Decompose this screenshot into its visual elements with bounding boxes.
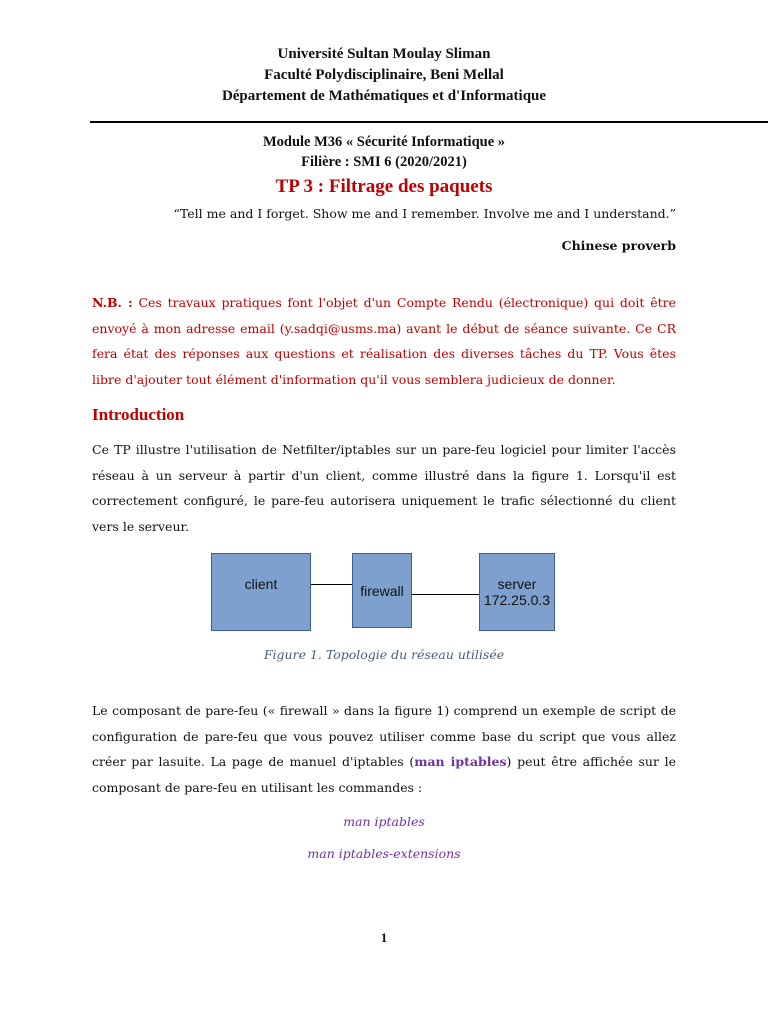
page-number: 1 <box>380 930 388 945</box>
client-label: client <box>244 576 278 592</box>
server-label: server <box>497 576 537 592</box>
university-name: Université Sultan Moulay Sliman <box>277 46 491 62</box>
note-paragraph <box>92 290 676 392</box>
introduction-heading: Introduction <box>92 405 185 424</box>
faculty-name: Faculté Polydisciplinaire, Beni Mellal <box>264 67 504 83</box>
figure-caption: Figure 1. Topologie du réseau utilisée <box>263 647 505 662</box>
network-topology-diagram <box>211 553 555 631</box>
epigraph-quote: “Tell me and I forget. Show me and I remember. Involve me and I understand.” <box>173 206 676 221</box>
server-ip: 172.25.0.3 <box>483 592 551 608</box>
server-node <box>479 553 555 631</box>
introduction-paragraph-1: Ce TP illustre l'utilisation de Netfilter/iptables sur un pare-feu logiciel pour limiter l'accès réseau à un serveur à partir d'un client, comme illustré dans la figure 1. Lorsqu'il est correctement configuré, le pare-feu autorisera uniquement le trafic sélectionné du client vers le serveur. <box>92 442 676 534</box>
filiere-line: Filière : SMI 6 (2020/2021) <box>301 154 467 170</box>
department-name: Département de Mathématiques et d'Informatique <box>221 88 547 104</box>
note-label: N.B. : <box>92 295 133 310</box>
firewall-node <box>352 553 412 628</box>
paragraph-2-text-a: Le composant de pare-feu (« firewall » dans la figure 1) comprend un exemple de script de configuration de pare-feu que vous pouvez utiliser comme base du script que vous allez créer par lasuite. La page de manuel d'iptables ( <box>92 703 676 769</box>
man-iptables-highlight: man iptables <box>414 754 507 769</box>
command-man-iptables: man iptables <box>343 814 425 829</box>
introduction-paragraph-2 <box>92 698 676 800</box>
epigraph-source: Chinese proverb <box>561 238 676 253</box>
note-text: Ces travaux pratiques font l'objet d'un Compte Rendu (électronique) qui doit être envoyé à mon adresse email (y.sadqi@usms.ma) avant le début de séance suivante. Ce CR fera état des réponses aux questions et réalisation des diverses tâches du TP. Vous êtes libre d'ajouter tout élément d'information qu'il vous semblera judicieux de donner. <box>92 295 676 387</box>
client-node <box>211 553 311 631</box>
firewall-server-link <box>412 594 479 595</box>
paragraph-2-text-b: ) peut être affichée sur le composant de pare-feu en utilisant les commandes : <box>92 754 677 795</box>
page-title: TP 3 : Filtrage des paquets <box>275 176 493 197</box>
client-firewall-link <box>311 584 352 585</box>
firewall-label: firewall <box>360 582 404 599</box>
module-title: Module M36 « Sécurité Informatique » <box>262 134 506 150</box>
command-man-iptables-extensions: man iptables-extensions <box>307 846 461 861</box>
header-divider <box>90 121 768 123</box>
